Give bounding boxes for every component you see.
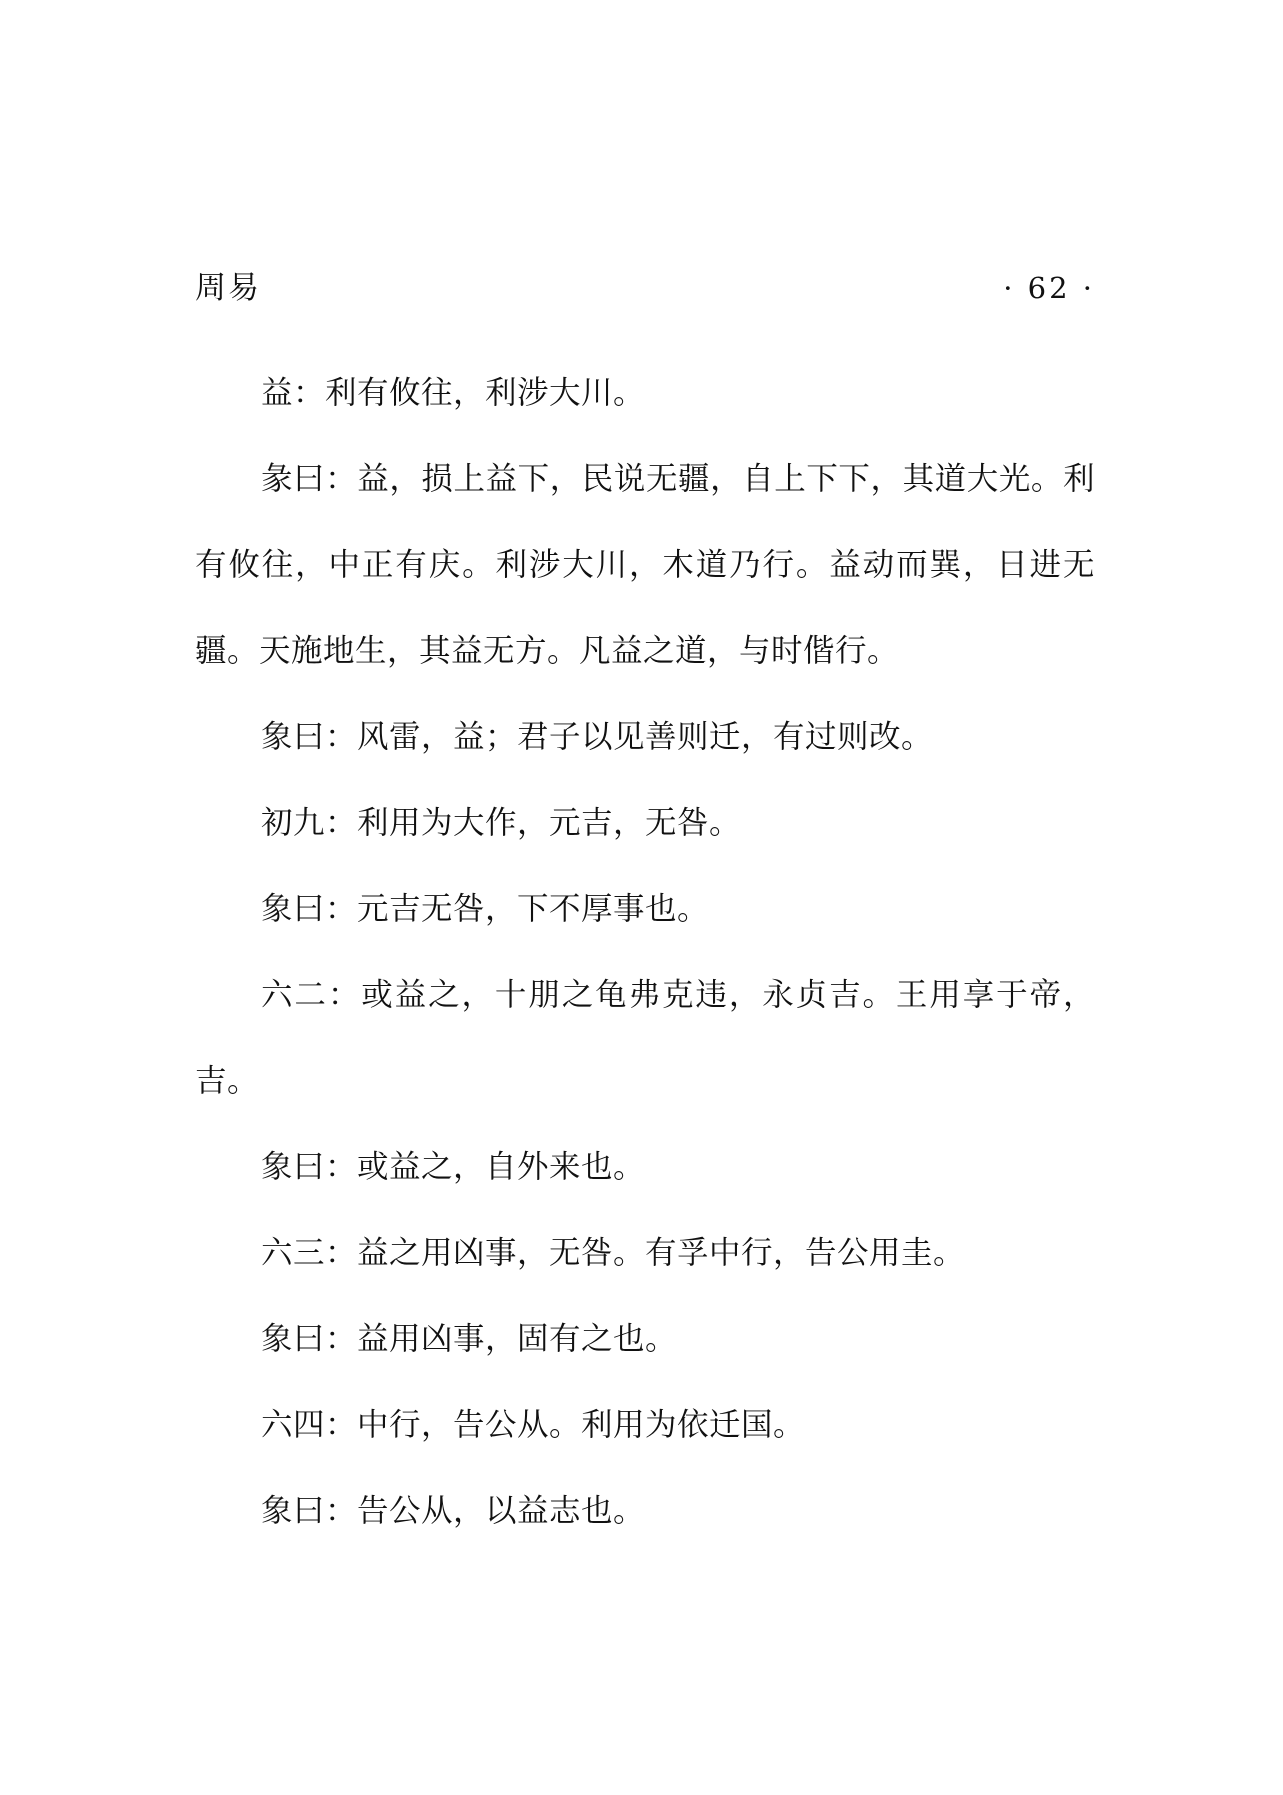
paragraph-line-liusi: 六四：中行，告公从。利用为依迁国。 [261,1407,806,1443]
paragraph-judgment: 益：利有攸往，利涉大川。 [261,375,646,411]
paragraph-line-liusan-xiang: 象曰：益用凶事，固有之也。 [261,1321,678,1357]
paragraph-line-chujiu-xiang: 象曰：元吉无咎，下不厚事也。 [261,891,710,927]
paragraph-line-liuer: 六二：或益之，十朋之龟弗克违，永贞吉。王用享于帝，吉。 [195,977,1095,1099]
paragraph-line-liusan: 六三：益之用凶事，无咎。有孚中行，告公用圭。 [261,1235,966,1271]
page-header [195,268,1095,308]
paragraph-tuan-commentary: 彖曰：益，损上益下，民说无疆，自上下下，其道大光。利有攸往，中正有庆。利涉大川，木道乃行。益动而巽，日进无疆。天施地生，其益无方。凡益之道，与时偕行。 [195,461,1095,669]
body-text [195,350,1095,1554]
paragraph-image-commentary: 象曰：风雷，益；君子以见善则迁，有过则改。 [261,719,934,755]
page-number: · 62 · [1003,271,1095,305]
paragraph-line-liuer-xiang: 象曰：或益之，自外来也。 [261,1149,646,1185]
running-title: 周易 [195,270,261,306]
paragraph-line-chujiu: 初九：利用为大作，元吉，无咎。 [261,805,742,841]
paragraph-line-liusi-xiang: 象曰：告公从，以益志也。 [261,1493,646,1529]
